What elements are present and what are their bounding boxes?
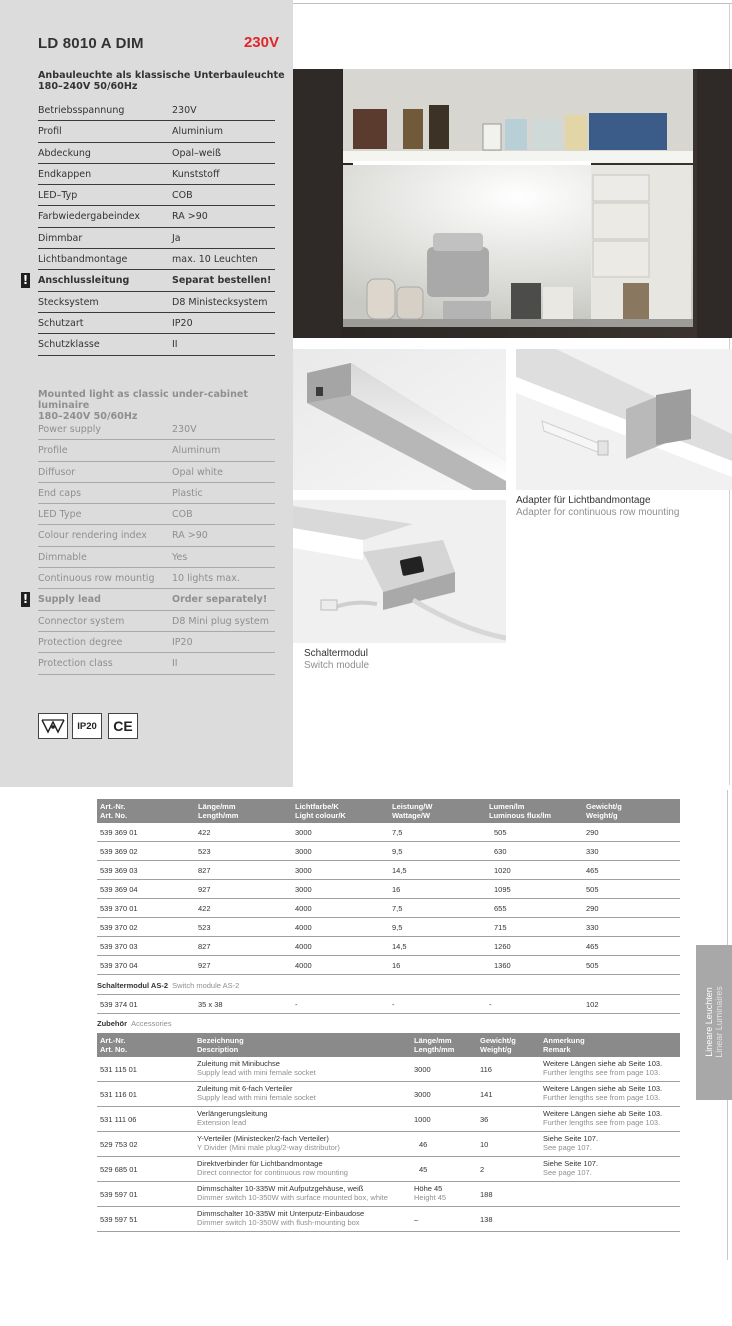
weight: 2 [480, 1165, 485, 1174]
en-spec-label: Connector system [38, 615, 125, 627]
length-value: 45 [419, 1165, 428, 1174]
de-spec-row [22, 270, 275, 291]
table-cell: 539 369 02 [100, 847, 138, 856]
description-en: Dimmer switch 10-350W with flush-mounting box [197, 1218, 360, 1227]
de-spec-value: IP20 [172, 317, 193, 329]
remark [543, 1084, 662, 1102]
de-spec-value: Separat bestellen! [172, 275, 272, 287]
column-header [197, 1036, 244, 1054]
length [414, 1184, 446, 1202]
de-spec-label: Endkappen [38, 168, 92, 180]
table-row [97, 918, 680, 937]
description-en: Y Divider (Mini male plug/2-way distributor) [197, 1143, 340, 1152]
table-cell: 4000 [295, 904, 312, 913]
column-header-en: Luminous flux/lm [489, 811, 552, 820]
table-cell: 927 [198, 885, 211, 894]
en-spec-row [38, 504, 275, 525]
remark-de: Weitere Längen siehe ab Seite 103. [543, 1084, 663, 1093]
de-spec-label: LED–Typ [38, 190, 78, 202]
remark-en: Further lengths see from page 103. [543, 1068, 661, 1077]
article-number: 531 115 01 [100, 1065, 137, 1074]
description [197, 1209, 364, 1227]
table-cell: 539 370 03 [100, 942, 138, 951]
accessories-heading [97, 1019, 172, 1028]
table-cell: 7,5 [392, 828, 403, 837]
table-cell: 505 [586, 961, 599, 970]
remark [543, 1159, 598, 1177]
column-header-en: Weight/g [480, 1045, 512, 1054]
en-spec-value: 10 lights max. [172, 573, 240, 585]
table-row [97, 1082, 680, 1107]
de-spec-label: Stecksystem [38, 296, 99, 308]
description-en: Supply lead with mini female socket [197, 1068, 316, 1077]
en-spec-row [38, 653, 275, 674]
de-section-title [38, 70, 288, 92]
de-spec-row [38, 313, 275, 334]
de-title-line1: Anbauleuchte als klassische Unterbauleuchte [38, 70, 285, 81]
en-spec-row [38, 547, 275, 568]
switch-caption [304, 648, 369, 671]
description-de: Zuleitung mit 6-fach Verteiler [197, 1084, 293, 1093]
table-cell: 523 [198, 847, 211, 856]
remark-en: Further lengths see from page 103. [543, 1118, 661, 1127]
description-de: Direktverbinder für Lichtbandmontage [197, 1159, 323, 1168]
en-spec-row [38, 440, 275, 461]
table-cell: 3000 [295, 828, 312, 837]
column-header-en: Wattage/W [392, 811, 431, 820]
side-tab-linear-luminaires [696, 945, 732, 1100]
remark-de: Siehe Seite 107. [543, 1159, 599, 1168]
table-cell: 539 370 04 [100, 961, 138, 970]
de-spec-row [38, 164, 275, 185]
table-cell: 16 [392, 885, 401, 894]
switch-module-heading [97, 981, 239, 990]
table-cell: 523 [198, 923, 211, 932]
length-value: Höhe 45 [414, 1184, 443, 1193]
de-spec-label: Betriebsspannung [38, 105, 125, 116]
adapter-photo [516, 349, 732, 490]
switch-module-illustration [293, 500, 506, 643]
table-cell: - [489, 1000, 492, 1009]
column-header-en: Length/mm [198, 811, 239, 820]
length [419, 1140, 427, 1149]
column-header [100, 1036, 127, 1054]
de-spec-value: Opal–weiß [172, 147, 221, 159]
description [197, 1109, 267, 1127]
column-header-de: Art.-Nr. [100, 1036, 126, 1045]
table-cell: 539 369 03 [100, 866, 138, 875]
table-row [97, 823, 680, 842]
table-cell: 330 [586, 923, 599, 932]
en-spec-label: Supply lead [38, 594, 101, 606]
de-spec-label: Dimmbar [38, 232, 83, 244]
description-en: Direct connector for continuous row mounting [197, 1168, 348, 1177]
column-header [489, 802, 551, 820]
de-spec-row [38, 100, 275, 121]
column-header-de: Lumen/lm [489, 802, 525, 811]
weight: 36 [480, 1115, 489, 1124]
table-row [97, 1182, 680, 1207]
remark [543, 1134, 598, 1152]
table-cell: 1020 [494, 866, 511, 875]
weight: 10 [480, 1140, 489, 1149]
column-header-en: Weight/g [586, 811, 618, 820]
column-header-en: Remark [543, 1045, 571, 1054]
en-spec-row [38, 483, 275, 504]
en-spec-value: Plastic [172, 487, 203, 499]
length [414, 1090, 431, 1099]
table-row [97, 1057, 680, 1082]
remark-en: See page 107. [543, 1143, 592, 1152]
table-cell: 4000 [295, 923, 312, 932]
description-de: Y-Verteiler (Ministecker/2-fach Verteiler) [197, 1134, 329, 1143]
column-header-de: Gewicht/g [586, 802, 622, 811]
de-spec-table [22, 100, 275, 356]
en-spec-row [38, 525, 275, 546]
table-cell: 655 [494, 904, 507, 913]
accessories-heading-de: Zubehör [97, 1019, 127, 1028]
en-spec-label: Colour rendering index [38, 530, 147, 542]
table-row [97, 995, 680, 1014]
de-spec-row [38, 292, 275, 313]
de-spec-row [38, 121, 275, 142]
kitchen-cabinet-photo [293, 69, 732, 338]
table-cell: 4000 [295, 942, 312, 951]
column-header-de: Bezeichnung [197, 1036, 244, 1045]
table-row [97, 937, 680, 956]
table-row [97, 1157, 680, 1182]
length-value: 1000 [414, 1115, 431, 1124]
en-spec-value: RA >90 [172, 530, 208, 542]
de-spec-row [38, 185, 275, 206]
de-spec-row [38, 249, 275, 270]
table-cell: 827 [198, 942, 211, 951]
length-value: 3000 [414, 1090, 431, 1099]
table-cell: 14,5 [392, 942, 407, 951]
en-spec-label: Profile [38, 445, 68, 457]
switch-caption-en: Switch module [304, 659, 370, 671]
table-cell: 827 [198, 866, 211, 875]
column-header-de: Länge/mm [198, 802, 236, 811]
en-spec-value: Opal white [172, 466, 223, 478]
table-cell: 7,5 [392, 904, 403, 913]
table-cell: 3000 [295, 885, 312, 894]
article-table-header [97, 799, 680, 823]
table-cell: 465 [586, 866, 599, 875]
column-header-de: Anmerkung [543, 1036, 585, 1045]
en-spec-label: Continuous row mountig [38, 573, 155, 585]
remark-de: Siehe Seite 107. [543, 1134, 599, 1143]
table-cell: 505 [586, 885, 599, 894]
column-header [198, 802, 238, 820]
column-header [392, 802, 432, 820]
luminaire-end-photo [293, 349, 506, 490]
description [197, 1134, 340, 1152]
column-header-de: Gewicht/g [480, 1036, 516, 1045]
article-number: 531 111 06 [100, 1115, 137, 1124]
table-cell: 715 [494, 923, 507, 932]
weight: 141 [480, 1090, 493, 1099]
de-spec-value: 230V [172, 105, 197, 116]
length [414, 1065, 431, 1074]
en-section-title [38, 389, 288, 422]
de-spec-row [38, 228, 275, 249]
table-cell: 9,5 [392, 847, 403, 856]
remark-de: Weitere Längen siehe ab Seite 103. [543, 1059, 663, 1068]
column-header [414, 1036, 454, 1054]
table-row [97, 880, 680, 899]
table-cell: 3000 [295, 866, 312, 875]
article-table [97, 799, 680, 975]
remark [543, 1059, 662, 1077]
accessories-heading-en: Accessories [131, 1019, 172, 1028]
table-cell: 422 [198, 904, 211, 913]
en-spec-label: Power supply [38, 424, 102, 435]
column-header [295, 802, 346, 820]
table-cell: 9,5 [392, 923, 403, 932]
warning-icon: ! [22, 592, 29, 607]
en-spec-value: COB [172, 509, 193, 521]
length-value-en: Height 45 [414, 1193, 447, 1202]
en-spec-value: Order separately! [172, 594, 268, 606]
table-cell: - [392, 1000, 395, 1009]
column-header-en: Light colour/K [295, 811, 346, 820]
table-row [97, 842, 680, 861]
table-cell: 330 [586, 847, 599, 856]
length-value: 46 [419, 1140, 428, 1149]
en-spec-label: Diffusor [38, 466, 76, 478]
remark-en: Further lengths see from page 103. [543, 1093, 661, 1102]
column-header-en: Art. No. [100, 811, 128, 820]
adapter-caption [516, 495, 679, 518]
en-spec-row [38, 611, 275, 632]
column-header-de: Leistung/W [392, 802, 433, 811]
table-cell: 16 [392, 961, 401, 970]
length [419, 1165, 427, 1174]
remark-en: See page 107. [543, 1168, 592, 1177]
en-spec-label: Dimmable [38, 551, 87, 563]
table-cell: 465 [586, 942, 599, 951]
de-spec-value: COB [172, 190, 193, 202]
description-de: Dimmschalter 10-335W mit Unterputz-Einbaudose [197, 1209, 365, 1218]
table-cell: 290 [586, 904, 599, 913]
de-spec-value: Ja [172, 232, 181, 244]
description-en: Dimmer switch 10-350W with surface mounted box, white [197, 1193, 388, 1202]
table-row [97, 899, 680, 918]
de-spec-label: Anschlussleitung [38, 275, 130, 287]
de-spec-row [38, 334, 275, 355]
description-de: Dimmschalter 10-335W mit Aufputzgehäuse, weiß [197, 1184, 364, 1193]
en-spec-row [38, 632, 275, 653]
en-spec-label: Protection degree [38, 636, 123, 648]
table-cell: 3000 [295, 847, 312, 856]
de-spec-label: Profil [38, 126, 62, 138]
switch-module-photo [293, 500, 506, 643]
column-header [100, 802, 127, 820]
en-spec-label: LED Type [38, 509, 82, 521]
en-spec-row [38, 419, 275, 440]
column-header [480, 1036, 516, 1054]
en-title-line2: 180–240V 50/60Hz [38, 411, 138, 422]
product-voltage: 230V [243, 34, 279, 51]
de-spec-value: D8 Ministecksystem [172, 296, 268, 308]
length [414, 1215, 418, 1224]
table-cell: 505 [494, 828, 507, 837]
en-spec-value: II [172, 658, 178, 670]
column-header-en: Art. No. [100, 1045, 128, 1054]
en-spec-table [22, 419, 275, 675]
table-cell: 422 [198, 828, 211, 837]
top-rule [293, 3, 732, 4]
en-spec-value: 230V [172, 424, 197, 435]
table-cell: 630 [494, 847, 507, 856]
de-spec-value: Kunststoff [172, 168, 220, 180]
table-cell: 14,5 [392, 866, 407, 875]
table-cell: 35 x 38 [198, 1000, 223, 1009]
table-cell: 539 370 01 [100, 904, 138, 913]
table-cell: 1095 [494, 885, 511, 894]
table-row [97, 956, 680, 975]
switch-module-table [97, 994, 680, 1014]
de-spec-value: II [172, 339, 178, 351]
de-spec-label: Abdeckung [38, 147, 91, 159]
adapter-illustration [516, 349, 732, 490]
en-spec-value: Aluminum [172, 445, 221, 457]
table-row [97, 861, 680, 880]
table-row [97, 1207, 680, 1232]
table-cell: 102 [586, 1000, 599, 1009]
article-number: 539 597 01 [100, 1190, 138, 1199]
column-header [543, 1036, 585, 1054]
side-tab-text-de: Lineare Leuchten [704, 987, 714, 1057]
accessories-table-header [97, 1033, 680, 1057]
eye-warning-cert-icon [38, 713, 68, 739]
description-en: Extension lead [197, 1118, 247, 1127]
en-spec-row [38, 462, 275, 483]
weight: 116 [480, 1065, 492, 1074]
description [197, 1159, 348, 1177]
de-spec-row [38, 143, 275, 164]
adapter-caption-en: Adapter for continuous row mounting [516, 506, 680, 518]
de-spec-label: Lichtbandmontage [38, 254, 128, 266]
en-spec-value: IP20 [172, 636, 193, 648]
article-number: 531 116 01 [100, 1090, 137, 1099]
switch-module-heading-de: Schaltermodul AS-2 [97, 981, 168, 990]
weight: 188 [480, 1190, 493, 1199]
table-cell: 1260 [494, 942, 511, 951]
de-spec-label: Farbwiedergabeindex [38, 211, 140, 223]
weight: 138 [480, 1215, 493, 1224]
table-cell: 4000 [295, 961, 312, 970]
side-tab-text [704, 986, 724, 1058]
en-spec-row [38, 568, 275, 589]
spec-panel [0, 0, 293, 787]
accessories-table [97, 1033, 680, 1232]
column-header-de: Art.-Nr. [100, 802, 126, 811]
luminaire-end-illustration [293, 349, 506, 490]
description-de: Zuleitung mit Minibuchse [197, 1059, 280, 1068]
table-row [97, 1107, 680, 1132]
table-cell: - [295, 1000, 298, 1009]
table-cell: 1360 [494, 961, 511, 970]
en-title-line1: Mounted light as classic under-cabinet luminaire [38, 389, 248, 411]
description [197, 1184, 388, 1202]
table-cell: 290 [586, 828, 599, 837]
table-row [97, 1132, 680, 1157]
remark-de: Weitere Längen siehe ab Seite 103. [543, 1109, 663, 1118]
en-spec-label: Protection class [38, 658, 113, 670]
table-cell: 539 369 01 [100, 828, 138, 837]
de-spec-label: Schutzart [38, 317, 84, 329]
description [197, 1059, 316, 1077]
product-title: LD 8010 A DIM [38, 35, 144, 52]
de-spec-row [38, 206, 275, 227]
description [197, 1084, 316, 1102]
column-header-en: Description [197, 1045, 239, 1054]
column-header [586, 802, 622, 820]
switch-caption-de: Schaltermodul [304, 648, 368, 659]
en-spec-label: End caps [38, 487, 82, 499]
description-de: Verlängerungsleitung [197, 1109, 268, 1118]
warning-icon: ! [22, 273, 29, 288]
length [414, 1115, 431, 1124]
article-number: 529 753 02 [100, 1140, 138, 1149]
de-spec-label: Schutzklasse [38, 339, 100, 351]
en-spec-value: D8 Mini plug system [172, 615, 269, 627]
description-en: Supply lead with mini female socket [197, 1093, 316, 1102]
table-cell: 927 [198, 961, 211, 970]
remark [543, 1109, 662, 1127]
de-spec-value: RA >90 [172, 211, 208, 223]
kitchen-cabinet-illustration [293, 69, 732, 338]
table-cell: 539 369 04 [100, 885, 138, 894]
en-spec-row [22, 589, 275, 610]
column-header-en: Length/mm [414, 1045, 455, 1054]
side-tab-text-en: Linear Luminaires [714, 986, 724, 1058]
article-number: 529 685 01 [100, 1165, 138, 1174]
de-spec-value: max. 10 Leuchten [172, 254, 258, 266]
ce-cert-icon: CE [108, 713, 138, 739]
de-title-line2: 180–240V 50/60Hz [38, 81, 138, 92]
length-value: – [414, 1215, 419, 1224]
column-header-de: Länge/mm [414, 1036, 452, 1045]
switch-module-heading-en: Switch module AS-2 [172, 981, 240, 990]
en-spec-value: Yes [172, 551, 188, 563]
table-cell: 539 374 01 [100, 1000, 138, 1009]
ip20-cert-icon: IP20 [72, 713, 102, 739]
de-spec-value: Aluminium [172, 126, 223, 138]
adapter-caption-de: Adapter für Lichtbandmontage [516, 495, 651, 506]
length-value: 3000 [414, 1065, 431, 1074]
article-number: 539 597 51 [100, 1215, 138, 1224]
table-cell: 539 370 02 [100, 923, 138, 932]
column-header-de: Lichtfarbe/K [295, 802, 339, 811]
